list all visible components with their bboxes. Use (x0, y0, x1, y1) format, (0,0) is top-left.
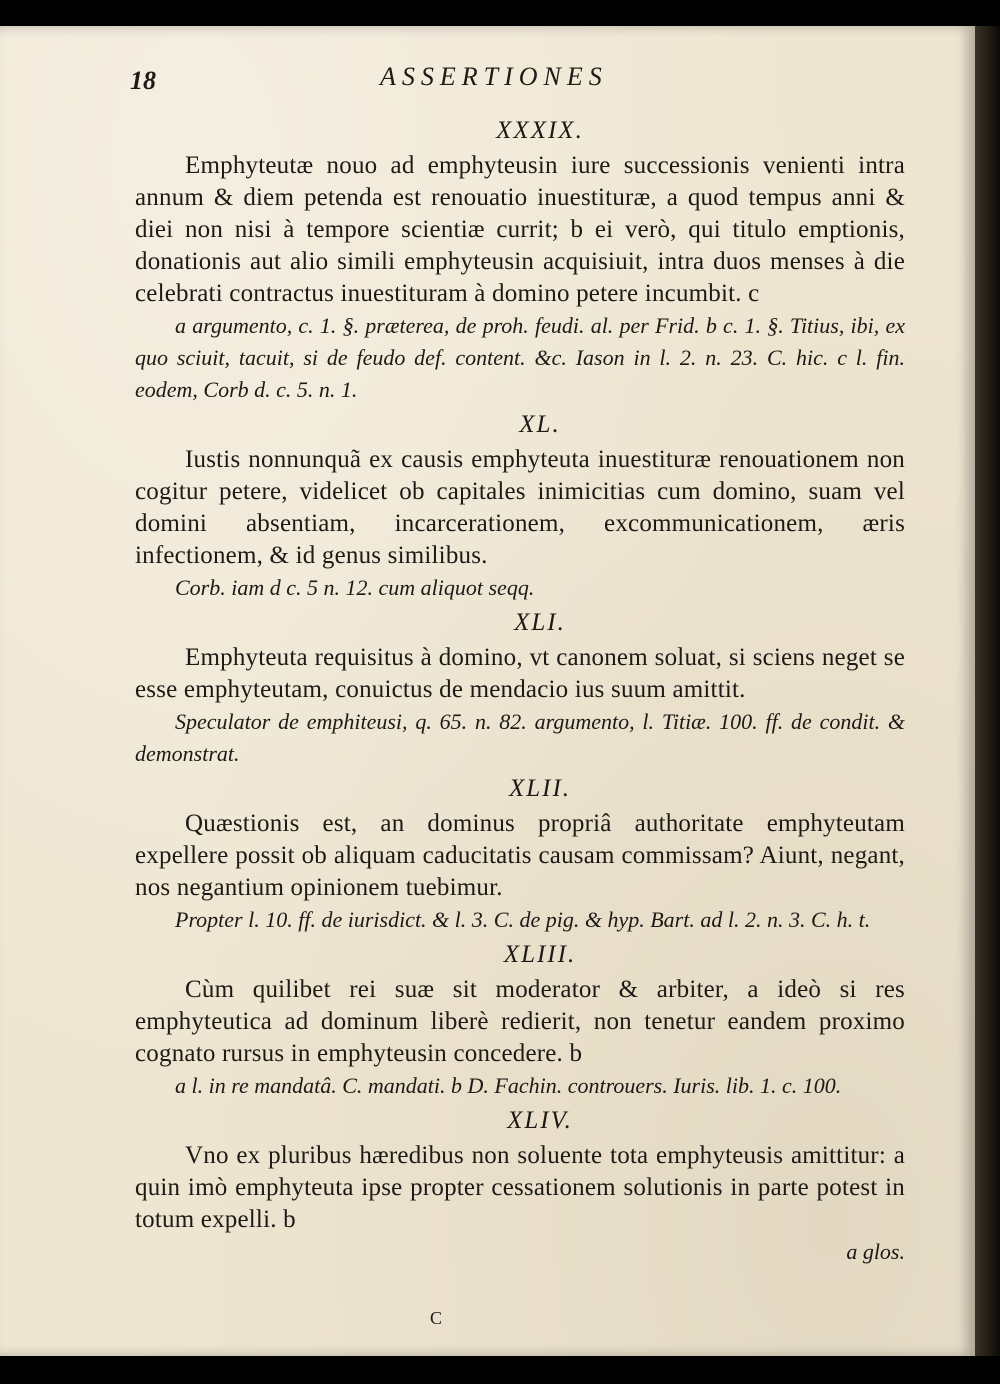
section-title: XLIV. (507, 1107, 573, 1134)
section-xlii (135, 774, 905, 936)
signature-mark: C (430, 1308, 443, 1328)
page-body (135, 114, 905, 1268)
marginal-citation: Speculator de emphiteusi, q. 65. n. 82. argumento, l. Titiæ. 100. ff. de condit. & demonstrat. (135, 709, 905, 766)
marginal-citation: a l. in re mandatâ. C. mandati. b D. Fachin. controuers. Iuris. lib. 1. c. 100. (175, 1073, 842, 1098)
section-title: XL. (519, 411, 561, 438)
book-page (0, 26, 975, 1356)
page-edge-shadow (975, 26, 1000, 1356)
marginal-citation: a argumento, c. 1. §. præterea, de proh. feudi. al. per Frid. b c. 1. §. Titius, ibi, ex quo sciuit, tacuit, si de feudo def. content. &c. Iason in l. 2. n. 23. C. hic. c l. fin. eodem, Corb d. c. 5. n. 1. (135, 313, 905, 402)
catchword: a glos. (846, 1239, 905, 1264)
assertion-text: Emphyteutæ nouo ad emphyteusin iure successionis venienti intra annum & diem petenda est renouatio inuestituræ, a quod tempus anni & diei non nisi à tempore scientiæ currit; b ei verò, qui titulo emptionis, donationis aut alio simili emphyteusin acquisiuit, intra duos menses à die celebrati contractus inuestituram à domino petere incumbit. c (135, 152, 905, 307)
marginal-citation: Corb. iam d c. 5 n. 12. cum aliquot seqq. (175, 575, 535, 600)
assertion-text: Vno ex pluribus hæredibus non soluente tota emphyteusis amittitur: a quin imò emphyteuta ipse propter cessationem solutionis in parte potest in totum expelli. b (135, 1142, 905, 1233)
assertion-text: Cùm quilibet rei suæ sit moderator & arbiter, a ideò si res emphyteutica ad dominum liberè redierit, non tenetur eandem proximo cognato rursus in emphyteusin concedere. b (135, 976, 905, 1067)
assertion-text: Iustis nonnunquã ex causis emphyteuta inuestituræ renouationem non cogitur petere, videlicet ob capitales inimicitias cum domino, suam vel domini absentiam, incarcerationem, excommunicationem, æris infectionem, & id genus similibus. (135, 446, 905, 569)
assertion-text: Emphyteuta requisitus à domino, vt canonem soluat, si sciens neget se esse emphyteutam, conuictus de mendacio ius suum amittit. (135, 644, 905, 703)
section-xli (135, 608, 905, 770)
page-header (130, 60, 875, 100)
section-title: XLI. (514, 609, 566, 636)
section-xl (135, 410, 905, 604)
section-title: XLII. (508, 775, 572, 802)
section-title: XXXIX. (496, 117, 584, 144)
page-number: 18 (130, 66, 156, 95)
section-xliii (135, 940, 905, 1102)
section-title: XLIII. (503, 941, 577, 968)
running-head: ASSERTIONES (380, 62, 608, 91)
assertion-text: Quæstionis est, an dominus propriâ authoritate emphyteutam expellere possit ob aliquam caducitatis causam commissam? Aiunt, negant, nos negantium opinionem tuebimur. (135, 810, 905, 901)
marginal-citation: Propter l. 10. ff. de iurisdict. & l. 3. C. de pig. & hyp. Bart. ad l. 2. n. 3. C. h. t. (175, 907, 871, 932)
section-xliv (135, 1106, 905, 1236)
section-xxxix (135, 116, 905, 406)
